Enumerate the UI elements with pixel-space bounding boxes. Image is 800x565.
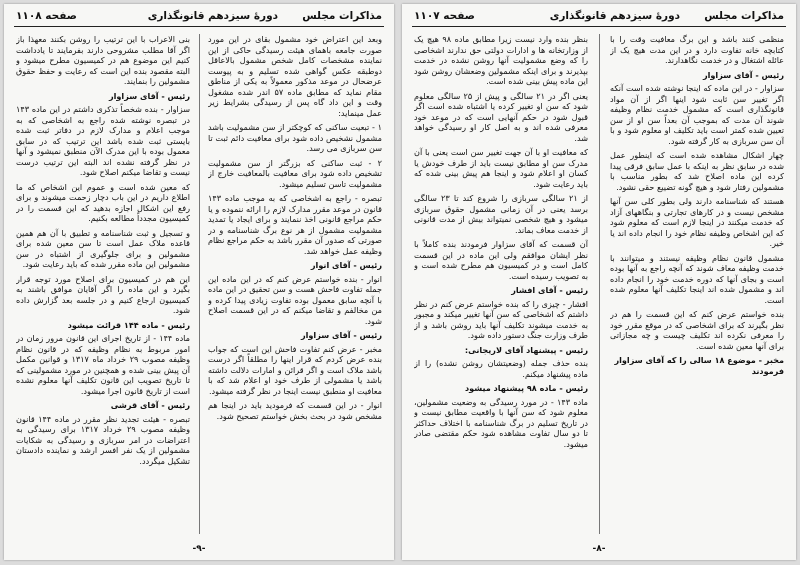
speaker-line: رئیس - آقای قرشی (110, 400, 190, 410)
speaker-line: رئیس - آقای افشار (511, 285, 588, 295)
paragraph: و تسجیل و ثبت شناسنامه و تطبیق با آن هم همین قاعده ملاک عمل است تا سن معین شده برای مشمولین و برای جلوگیری از اشتباه در سن مشمولین این ماده مقرر شده که باید رعایت شود. (16, 227, 190, 269)
page-header (414, 10, 784, 30)
column-divider (599, 34, 600, 534)
header-page-number: صفحه ۱۱۰۷ (414, 10, 475, 22)
paragraph: بنی الاعراب با این ترتیب را روشن بکنند معهذا باز اگر آقا مطلب مشروحی دارند بفرمایند تا یادداشت کنیم این موضوع هم در کمیسیون مطرح میشود و البته مقصود بنده این است که رعایت و حفظ حقوق مشمولین را بنمایند. (16, 34, 190, 86)
paragraph: چهار اشکال مشاهده شده است که اینطور عمل شده در سابق نظر به اینکه با عمل سابق فرقی پیدا کرده این ماده اصلاح شد که بطور مناسب با مشمولین رفتار شود و هیچ گونه تضییع حقی نشود. (610, 150, 784, 192)
text-column-left (414, 34, 588, 534)
paragraph: ماده ۱۴۴ - از تاریخ اجرای این قانون مرور زمان در امور مربوط به نظام وظیفه که در قانون نظام وظیفه مصوب ۲۹ خرداد ماه ۱۳۱۷ و قوانین مکمل آن پیش بینی شده و همچنین در مورد مشمولینی که تا تاریخ تصویب این قانون تکلیف آنها معلوم نشده است از تاریخ قانون اجرا میشود. (16, 333, 190, 396)
speaker-line: رئیس - ماده ۹۸ پیشنهاد میشود (465, 383, 588, 393)
paragraph: انوار - در این قسمت که فرمودید باید در اینجا هم مشخص شود در بحث بخش خواستم تصحیح شود. (208, 400, 382, 421)
left-page (4, 4, 394, 560)
paragraph: افشار - چیزی را که بنده خواستم عرض کنم در نظر داشتم که اشخاصی که سن آنها تغییر میکند و مجبور به خدمت میشوند تکلیف آنها باید روشن باشد و از طرف وزارت جنگ دستور داده شود. (414, 298, 588, 340)
paragraph: که معین شده است و عموم این اشخاص که ما اطلاع داریم در این باب دچار زحمت میشوند و برای رفع این اشکال اجازه بدهید که این قسمت را در کمیسیون مجدداً مطالعه بکنیم. (16, 181, 190, 223)
paragraph: مخبر - عرض کنم تفاوت فاحش این است که جواب بنده عرض کردم که قرار اینها را مطلقاً اگر درست باشد ملاک است و اگر قرائن و امارات دلالت داشته باشد یا مشمولی از طرف خود او اعلام شد که با معافیت او منطبق نیست اینجا در نظر گرفته میشود. (208, 343, 382, 396)
header-page-number: صفحه ۱۱۰۸ (16, 10, 77, 22)
header-rule (412, 26, 786, 27)
paragraph: بنده خواستم عرض کنم که این قسمت را هم در نظر بگیرند که برای اشخاصی که در موقع مقرر خود را معرفی نکرده اند تکلیف چیست و چه مجازاتی برای آنها معین شده است. (610, 309, 784, 351)
right-page (402, 4, 796, 560)
header-title: مذاکرات مجلس (302, 10, 382, 22)
paragraph: آن قسمت که آقای سزاوار فرمودند بنده کاملاً با نظر ایشان موافقم ولی این ماده در این قسمت کامل است و در کمیسیون هم مطرح شده است و به تصویب رسیده است. (414, 239, 588, 281)
speaker-line: رئیس - آقای سزاوار (300, 330, 382, 340)
text-column-right (610, 34, 784, 534)
paragraph: این هم در کمیسیون برای اصلاح مورد توجه قرار بگیرد و این ماده را اگر آقایان موافق باشند به کمیسیون ارجاع کنیم و در جلسه بعد گزارش داده شود. (16, 273, 190, 315)
paragraph: ۱ - تبعیت ساکنی که کوچکتر از سن مشمولیت باشد مشمول نشخیص داده شود برای معافیت دائم ثبت تا سن سربازی می رسد. (208, 122, 382, 153)
speaker-line: رئیس - آقای سزاوار (108, 90, 190, 101)
paragraph: منظمی کنند باشد و این برگ معافیت وقت را با کتابچه خانه تفاوت دارد و در این مدت هیچ یک از عائله اشتغال و در خدمت نگاهدارند. (610, 34, 784, 65)
paragraph: سزاوار - بنده شخصاً تذکری داشتم در این ماده ۱۴۳ در تبصره نوشته شده راجع به اشخاصی که به موجب اعلام و مدارک لازم در دفاتر ثبت شده بایستی ثبت شده باشد این ترتیب که در سابق معمول بوده با این مدرک الآن منطبق نمیشود و آنها در نظر گرفته نشده اند البته این ترتیب درست نیست و تقاضا میکنم اصلاح شود. (16, 104, 190, 177)
page-header (16, 10, 382, 30)
paragraph: بنظر بنده وارد نیست زیرا مطابق ماده ۹۸ هیچ یک از وزارتخانه ها و ادارات دولتی حق ندارند اشخاصی را که وضع مشمولیت آنها روشن نشده در خدمت بپذیرند و برای اینکه مشمولین وضعشان روشن شود این ماده پیش بینی شده است. (414, 34, 588, 86)
paragraph: انوار - بنده خواستم عرض کنم که در این ماده این جمله تفاوت فاحش هست و سن تحقیق در این ماده با آنچه سابق معمول بوده تفاوت زیادی پیدا کرده و من مخالفم و تقاضا میکنم که در این قسمت اصلاح شود. (208, 273, 382, 326)
paragraph: ۲ - ثبت ساکنی که بزرگتر از سن مشمولیت تشخیص داده شود برای معافیت بالمعافیت خارج از مشمولیت تاسن تسلیم میشود. (208, 157, 382, 189)
paragraph: بنده حذف جمله (وضعیتشان روشن نشده) را از ماده پیشنهاد میکنم. (414, 358, 588, 379)
paragraph: هستند که شناسنامه دارند ولی بطور کلی سن آنها مشخص نیست و در کارهای تجارتی و بنگاههای آزاد که خدمت میکنند در اینجا لازم است که معلوم شود که این اشخاص وظیفه نظام خود را انجام داده اند یا خیر. (610, 196, 784, 248)
header-subtitle: دورهٔ سیزدهم قانونگذاری (147, 10, 278, 22)
paragraph: تبصره - راجع به اشخاصی که به موجب ماده ۱۴۳ قانون در موعد مقرر مدارک لازم را ارائه ننموده و یا حکم مراجع قانونی اخذ ننمایند و برای ایجاد یا تمدید مشمولیت مشمول از هر نوع برگ شناسنامه و در صورتی که صدور آن مقرر باشد به حکم مراجع نظام وظیفه عمل خواهد شد. (208, 193, 382, 256)
speaker-line: رئیس - آقای سزاوار (702, 69, 784, 80)
paragraph: تبصره - هیئت تجدید نظر مقرر در ماده ۱۴۴ قانون وظیفه مصوب ۲۹ خرداد ۱۳۱۷ برای رسیدگی به اعتراضات در امر سربازی و رسیدگی به شکایات مشمولین از یک نفر افسر ارشد و نماینده دادستان تشکیل میگردد. (16, 413, 190, 466)
paragraph: مشمول قانون نظام وظیفه نیستند و میتوانند با خدمت وظیفه معاف شوند که آنچه راجع به آنها بوده است و بجای آنها که دوره خدمت خود را انجام داده اند و مشمول شده اند اینجا تکلیف آنها معلوم شده است. (610, 252, 784, 305)
column-divider (199, 34, 200, 534)
paragraph: سزاوار - در این ماده که اینجا نوشته شده است آنکه اگر تغییر سن ثابت شود اینها اگر از آن مواد قانونگذاری است که مشمول خدمت نظام وظیفه شوند آن مدت که بموجب آن بعداً سن او از سن تعیین شده کمتر است باید تکلیف او معلوم شود و با آن سن سربازی به کار گرفته شود. (610, 83, 784, 146)
speaker-line: مخبر - موضوع ۱۸ سالی را که آقای سزاوار فرمودند (614, 355, 784, 376)
paragraph: یعنی اگر در ۲۱ سالگی و پیش از ۲۵ سالگی معلوم شود که سن او تغییر کرده یا اشتباه شده است اگر قبول شود در حکم آنهایی است که در موعد خود معرفی شده اند و به اصل کار او رسیدگی خواهد شد. (414, 90, 588, 143)
paragraph: از ۲۱ سالگی سربازی را شروع کند تا ۲۳ سالگی برسد یعنی در آن زمانی مشمول حقوق سربازی میشود و هیچ شخصی نمیتواند بیش از مدت قانونی از خدمت معاف بماند. (414, 193, 588, 235)
header-rule (14, 26, 384, 27)
page-folio: -۸- (592, 544, 606, 554)
speaker-line: رئیس - آقای انوار (310, 260, 382, 270)
text-column-right (208, 34, 382, 534)
header-subtitle: دورهٔ سیزدهم قانونگذاری (549, 10, 680, 22)
paragraph: ماده ۱۴۳ - در مورد رسیدگی به وضعیت مشمولین، معلوم شود که سن آنها با واقعیت مطابق نیست و در تاریخ تسلیم در برگ شناسنامه با اختلاف حداکثر تا دو سال تفاوت مشاهده شود حکم مقتضی صادر میشود. (414, 396, 588, 449)
page-folio: -۹- (192, 544, 206, 554)
speaker-line: رئیس - ماده ۱۴۴ قرائت میشود (67, 319, 190, 330)
header-title: مذاکرات مجلس (704, 10, 784, 22)
text-column-left (16, 34, 190, 534)
speaker-line: رئیس - پیشنهاد آقای لاریجانی: (464, 344, 588, 355)
paragraph: وبعد این اعتراض خود مشمول بقای در این مورد صورت جامعه باهمای هیئت رسیدگی حاکی از این نماینده مشخصات کامل شخص مشمول بالاعاقل دوطبقه عکس گواهی شده تسلیم و به پیوست عرضحال در موعد مذکور معمولاً به یکی از مناطق مقام نماید که مطابق ماده ۵۷ اندر شده مشغول وقت و این داد گاه پس از رسیدگی بشرایط زیر عمل مینماید: (208, 34, 382, 118)
paragraph: که معافیت او با آن جهت تغییر سن است یعنی با آن مدرک سن او مطابق نیست باید از طرف خودش یا کسان او اعلام شود و اینجا هم پیش بینی شده که باید رعایت شود. (414, 147, 588, 189)
